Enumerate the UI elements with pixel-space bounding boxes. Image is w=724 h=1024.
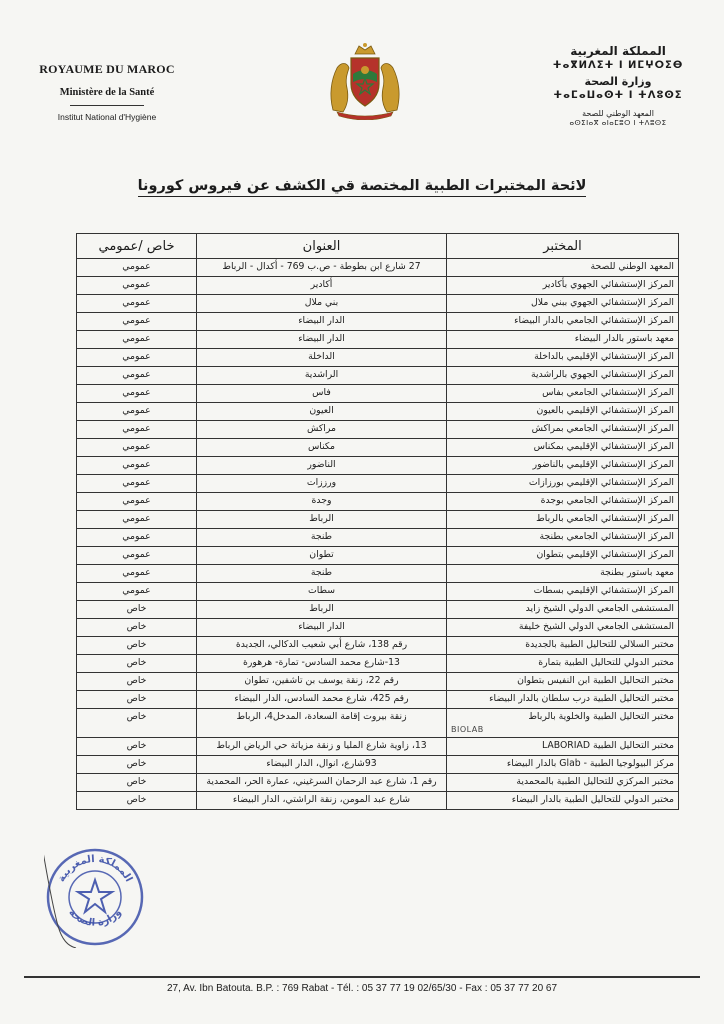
cell-type: خاص [77,619,197,637]
cell-lab [447,367,679,385]
lab-name: المركز الإستشفائي الجامعي بمراكش [531,423,674,434]
cell-lab [447,439,679,457]
lab-name: المركز الإستشفائي الجهوي ببني ملال [531,297,674,308]
lab-name: المستشفى الجامعي الدولي الشيخ خليفة [518,621,674,632]
cell-lab [447,313,679,331]
cell-type: عمومي [77,475,197,493]
cell-address: رقم 22، زنقة يوسف بن تاشفين، تطوان [197,673,447,691]
cell-type: خاص [77,709,197,738]
table-row [77,529,679,547]
table-row [77,637,679,655]
kingdom-tifinagh: ⵜⴰⴳⵍⴷⵉⵜ ⵏ ⵍⵎⵖⵔⵉⴱ [552,60,684,71]
cell-address: مراكش [197,421,447,439]
header-divider [70,105,144,106]
cell-type: خاص [77,673,197,691]
cell-address: الرباط [197,511,447,529]
stamp-text-bottom: وزارة الصحة [66,907,124,929]
cell-type: خاص [77,774,197,792]
cell-type: عمومي [77,421,197,439]
cell-type: عمومي [77,403,197,421]
lab-name: مختبر المركزي للتحاليل الطبية بالمحمدية [516,776,674,787]
moroccan-coat-of-arms-icon [323,40,407,120]
table-row [77,673,679,691]
cell-lab [447,774,679,792]
cell-type: عمومي [77,367,197,385]
footer-address: 27, Av. Ibn Batouta. B.P. : 769 Rabat - Tél. : 05 37 77 19 02/65/30 - Fax : 05 37 77 20 67 [166,983,558,994]
cell-lab [447,792,679,810]
cell-type: عمومي [77,313,197,331]
table-header-row [77,234,679,259]
cell-lab [447,403,679,421]
cell-lab [447,511,679,529]
cell-address: رقم 1، شارع عبد الرحمان السرغيني، عمارة الحر، المحمدية [197,774,447,792]
lab-name: مختبر التحاليل الطبية LABORIAD [542,740,674,751]
lab-name: مختبر السلالي للتحاليل الطبية بالجديدة [525,639,674,650]
cell-lab [447,756,679,774]
cell-address: 93شارع، انوال، الدار البيضاء [197,756,447,774]
lab-name: المستشفى الجامعي الدولي الشيخ زايد [525,603,674,614]
cell-type: عمومي [77,565,197,583]
table-row [77,493,679,511]
lab-name: المركز الإستشفائي الإقليمي بمكناس [533,441,674,452]
table-row [77,259,679,277]
cell-lab [447,673,679,691]
institute-fr: Institut National d'Hygiène [57,112,157,122]
lab-name: مختبر الدولي للتحاليل الطبية بالدار البيضاء [511,794,674,805]
cell-lab [447,619,679,637]
kingdom-fr: ROYAUME DU MAROC [39,62,175,76]
cell-lab [447,655,679,673]
cell-lab [447,475,679,493]
lab-name: مختبر التحاليل الطبية والخلوية بالرباط [528,711,674,722]
cell-address: بني ملال [197,295,447,313]
cell-address: الراشدية [197,367,447,385]
cell-address: الدار البيضاء [197,331,447,349]
cell-address: رقم 138، شارع أبي شعيب الدكالي، الجديدة [197,637,447,655]
cell-type: عمومي [77,331,197,349]
header-right-arabic [538,44,698,127]
cell-address: فاس [197,385,447,403]
kingdom-ar: المملكة المغربية [570,44,666,58]
lab-name: المركز الإستشفائي الجهوي بالراشدية [531,369,674,380]
lab-name: المركز الإستشفائي الإقليمي بورزازات [528,477,674,488]
cell-lab [447,738,679,756]
cell-lab [447,457,679,475]
cell-lab [447,295,679,313]
header-left-french [22,62,192,122]
lab-name: المركز الإستشفائي الإقليمي بسطات [533,585,674,596]
cell-type: خاص [77,691,197,709]
cell-address: الرباط [197,601,447,619]
lab-name: معهد باستور بطنجة [600,567,674,578]
table-row [77,295,679,313]
lab-name: المركز الإستشفائي الجامعي بوجدة [540,495,674,506]
header-type: خاص /عمومي [77,234,197,259]
cell-type: خاص [77,637,197,655]
lab-name: المركز الإستشفائي الإقليمي بالعيون [536,405,674,416]
table-row [77,277,679,295]
lab-name: مختبر التحاليل الطبية ابن النفيس بتطوان [517,675,674,686]
cell-type: خاص [77,601,197,619]
table-row [77,738,679,756]
lab-name: مختبر الدولي للتحاليل الطبية بتمارة [538,657,674,668]
table-row [77,457,679,475]
ministry-fr: Ministère de la Santé [59,87,155,98]
table-row [77,439,679,457]
lab-name: معهد باستور بالدار البيضاء [574,333,674,344]
cell-lab [447,637,679,655]
cell-address: تطوان [197,547,447,565]
cell-lab [447,691,679,709]
cell-lab [447,565,679,583]
cell-type: خاص [77,792,197,810]
stamp-text-top: المملكة المغربية [56,853,135,884]
table-row [77,385,679,403]
cell-address: 13-شارع محمد السادس- تمارة- هرهورة [197,655,447,673]
lab-name: المركز الإستشفائي الإقليمي بتطوان [536,549,674,560]
cell-address: العيون [197,403,447,421]
header-address: العنوان [197,234,447,259]
institute-tifinagh: ⴰⵙⵉⵏⴰⴳ ⴰⵏⴰⵎⵓⵔ ⵏ ⵜⴷⵓⵙⵉ [569,119,667,127]
lab-name: المركز الإستشفائي الجامعي بطنجة [539,531,674,542]
table-row [77,331,679,349]
cell-type: عمومي [77,277,197,295]
table-row [77,655,679,673]
cell-type: خاص [77,756,197,774]
table-row [77,565,679,583]
cell-address: زنقة بيروت إقامة السعادة، المدخل4، الرباط [197,709,447,738]
cell-address: سطات [197,583,447,601]
table-row [77,709,679,738]
cell-address: مكناس [197,439,447,457]
cell-lab [447,529,679,547]
cell-type: عمومي [77,583,197,601]
table-row [77,475,679,493]
labs-table [76,233,679,810]
cell-type: عمومي [77,529,197,547]
cell-address: الدار البيضاء [197,619,447,637]
table-row [77,547,679,565]
table-body [77,259,679,810]
cell-type: عمومي [77,457,197,475]
table-row [77,313,679,331]
svg-text:وزارة الصحة [66,907,123,929]
table-row [77,619,679,637]
document-title-text: لائحة المختبرات الطبية المختصة قي الكشف عن فيروس كورونا [138,178,587,197]
cell-address: الدار البيضاء [197,313,447,331]
cell-address: الناضور [197,457,447,475]
lab-name: المعهد الوطني للصحة [590,261,674,272]
cell-lab [447,277,679,295]
table-row [77,421,679,439]
cell-lab [447,259,679,277]
cell-lab [447,709,679,738]
lab-name: مركز البيولوجيا الطبية - Glab بالدار البيضاء [506,758,674,769]
table-row [77,691,679,709]
lab-name: المركز الإستشفائي الجهوي بأكادير [542,279,674,290]
lab-name: المركز الإستشفائي الجامعي بالدار البيضاء [514,315,674,326]
cell-lab [447,583,679,601]
cell-type: خاص [77,655,197,673]
table-row [77,601,679,619]
header-lab: المختبر [447,234,679,259]
cell-lab [447,349,679,367]
lab-name: مختبر التحاليل الطبية درب سلطان بالدار البيضاء [489,693,674,704]
table-row [77,774,679,792]
cell-address: وجدة [197,493,447,511]
cell-lab [447,601,679,619]
cell-address: 27 شارع ابن بطوطة - ص.ب 769 - أكدال - الرباط [197,259,447,277]
ministry-tifinagh: ⵜⴰⵎⴰⵡⴰⵙⵜ ⵏ ⵜⴷⵓⵙⵉ [553,90,683,101]
table-row [77,403,679,421]
table-row [77,583,679,601]
cell-type: عمومي [77,439,197,457]
lab-name: المركز الإستشفائي الإقليمي بالداخلة [534,351,674,362]
cell-address: الداخلة [197,349,447,367]
table-row [77,511,679,529]
footer-divider [24,976,700,978]
ministry-ar: وزارة الصحة [584,75,652,88]
cell-address: طنجة [197,529,447,547]
cell-address: رقم 425، شارع محمد السادس، الدار البيضاء [197,691,447,709]
table-row [77,349,679,367]
document-title [120,178,604,194]
table-row [77,367,679,385]
cell-lab [447,493,679,511]
cell-lab [447,421,679,439]
lab-name: المركز الإستشفائي الجامعي بفاس [542,387,674,398]
cell-type: عمومي [77,259,197,277]
institute-ar: المعهد الوطني للصحة [582,109,654,118]
cell-type: عمومي [77,295,197,313]
cell-type: عمومي [77,493,197,511]
cell-address: شارع عبد المومن، زنقة الراشتي، الدار البيضاء [197,792,447,810]
cell-address: أكادير [197,277,447,295]
cell-type: عمومي [77,385,197,403]
cell-type: عمومي [77,349,197,367]
cell-lab [447,547,679,565]
cell-address: ورززات [197,475,447,493]
lab-name: المركز الإستشفائي الإقليمي بالناضور [532,459,674,470]
cell-lab [447,385,679,403]
cell-type: عمومي [77,511,197,529]
cell-lab [447,331,679,349]
cell-address: طنجة [197,565,447,583]
cell-type: عمومي [77,547,197,565]
cell-type: خاص [77,738,197,756]
table-row [77,756,679,774]
lab-name: المركز الإستشفائي الجامعي بالرباط [536,513,674,524]
cell-address: 13، زاوية شارع المليا و زنقة مزياتة حي الرياض الرباط [197,738,447,756]
star-seal-icon [44,846,146,948]
lab-tag: BIOLAB [451,725,484,734]
table-row [77,792,679,810]
